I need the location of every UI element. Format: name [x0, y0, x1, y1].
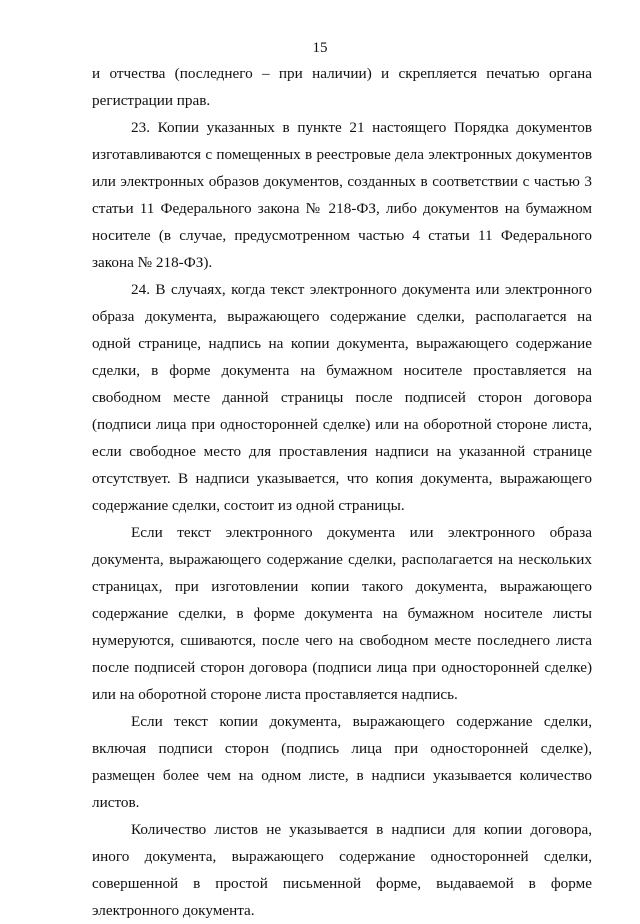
paragraph-no-sheet-count: Количество листов не указывается в надписи для копии договора, иного документа, выражающего содержание односторонней сделки, совершенной в простой письменной форме, выдаваемой в форме электронного документа. [92, 821, 592, 919]
paragraph-item-23: 23. Копии указанных в пункте 21 настоящего Порядка документов изготавливаются с помещенных в реестровые дела электронных документов или электронных образов документов, созданных в соответствии с частью 3 статьи 11 Федерального закона № 218-ФЗ, либо документов на бумажном носителе (в случае, предусмотренном частью 4 статьи 11 Федерального закона № 218-ФЗ). [92, 119, 592, 271]
paragraph-sheet-count: Если текст копии документа, выражающего содержание сделки, включая подписи сторон (подпись лица при односторонней сделке), размещен более чем на одном листе, в надписи указывается количество листов. [92, 713, 592, 811]
page-body [92, 60, 592, 924]
paragraph-continuation: и отчества (последнего – при наличии) и скрепляется печатью органа регистрации прав. [92, 65, 592, 109]
paragraph-item-24: 24. В случаях, когда текст электронного документа или электронного образа документа, выражающего содержание сделки, располагается на одной странице, надпись на копии документа, выражающего содержание сделки, в форме документа на бумажном носителе проставляется на свободном месте данной страницы после подписей сторон договора (подписи лица при односторонней сделке) или на оборотной стороне листа, если свободное место для проставления надписи на указанной странице отсутствует. В надписи указывается, что копия документа, выражающего содержание сделки, состоит из одной страницы. [92, 281, 592, 514]
page-number: 15 [312, 40, 328, 56]
paragraph-multi-page: Если текст электронного документа или электронного образа документа, выражающего содержание сделки, располагается на нескольких страницах, при изготовлении копии такого документа, выражающего содержание сделки, в форме документа на бумажном носителе листы нумеруются, сшиваются, после чего на свободном месте последнего листа после подписей сторон договора (подписи лица при односторонней сделке) или на оборотной стороне листа проставляется надпись. [92, 524, 592, 703]
